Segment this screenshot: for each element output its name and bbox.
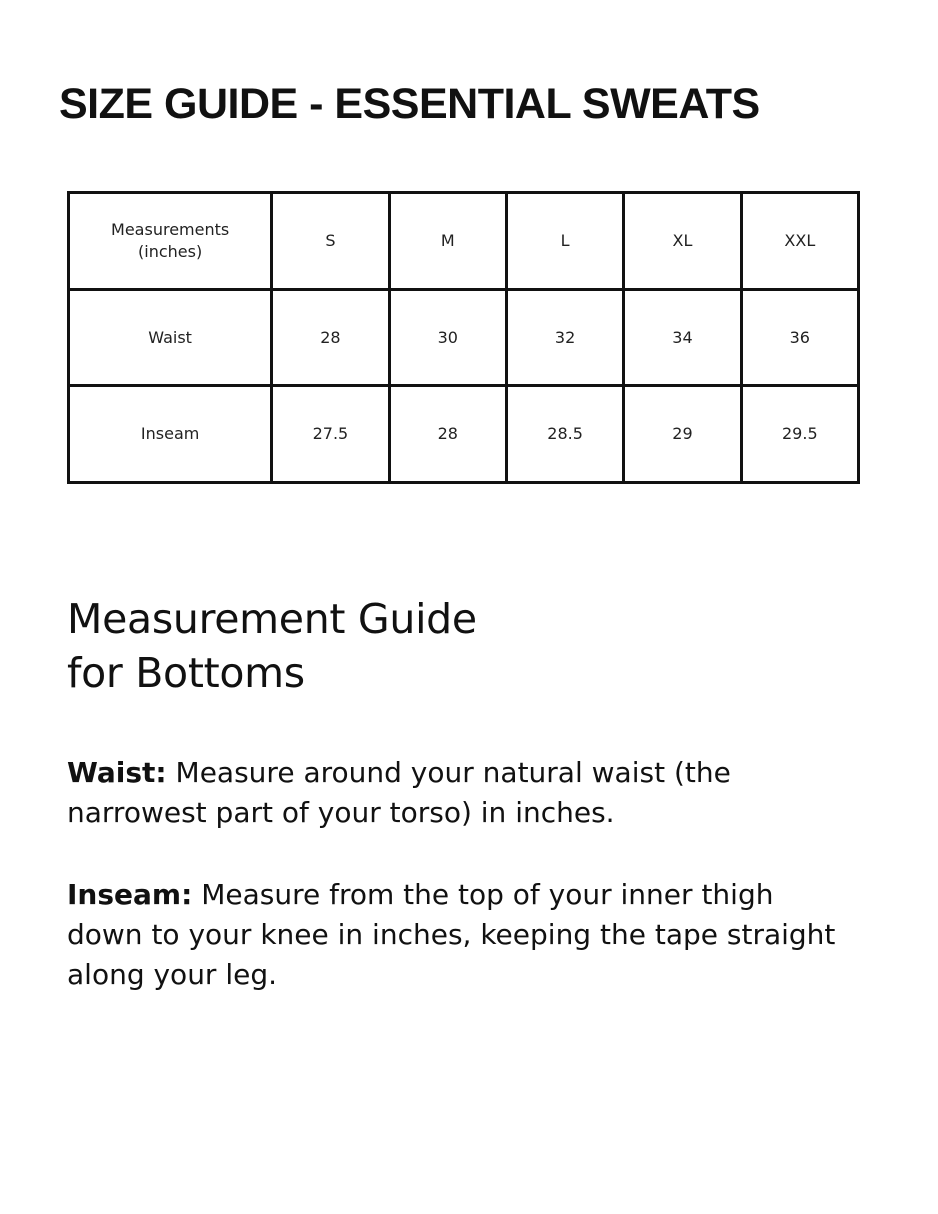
size-chart-table — [67, 191, 860, 484]
table-header-size: XL — [624, 193, 741, 290]
inseam-term: Inseam: — [67, 878, 193, 911]
table-cell: 28.5 — [506, 386, 623, 483]
table-cell: 34 — [624, 290, 741, 386]
inseam-instruction — [67, 875, 857, 995]
guide-heading-line1: Measurement Guide — [67, 595, 477, 643]
table-cell: 36 — [741, 290, 858, 386]
table-cell: 28 — [272, 290, 389, 386]
units-label: (inches) — [138, 242, 203, 261]
table-cell: 29 — [624, 386, 741, 483]
measurement-guide-heading — [67, 592, 477, 700]
waist-text: Measure around your natural waist (the narrowest part of your torso) in inches. — [67, 756, 731, 829]
table-cell: 30 — [389, 290, 506, 386]
waist-instruction — [67, 753, 857, 833]
table-header-row — [69, 193, 859, 290]
table-header-measurements — [69, 193, 272, 290]
row-label-waist: Waist — [69, 290, 272, 386]
table-header-size: S — [272, 193, 389, 290]
table-header-size: M — [389, 193, 506, 290]
table-cell: 28 — [389, 386, 506, 483]
table-header-size: L — [506, 193, 623, 290]
table-row — [69, 290, 859, 386]
page-title: SIZE GUIDE - ESSENTIAL SWEATS — [59, 80, 760, 128]
table-cell: 29.5 — [741, 386, 858, 483]
waist-term: Waist: — [67, 756, 167, 789]
inseam-text: Measure from the top of your inner thigh down to your knee in inches, keeping the tape straight along your leg. — [67, 878, 836, 991]
table-row — [69, 386, 859, 483]
table-header-size: XXL — [741, 193, 858, 290]
row-label-inseam: Inseam — [69, 386, 272, 483]
guide-heading-line2: for Bottoms — [67, 649, 305, 697]
measurements-label: Measurements — [111, 220, 230, 239]
table-cell: 32 — [506, 290, 623, 386]
table-cell: 27.5 — [272, 386, 389, 483]
